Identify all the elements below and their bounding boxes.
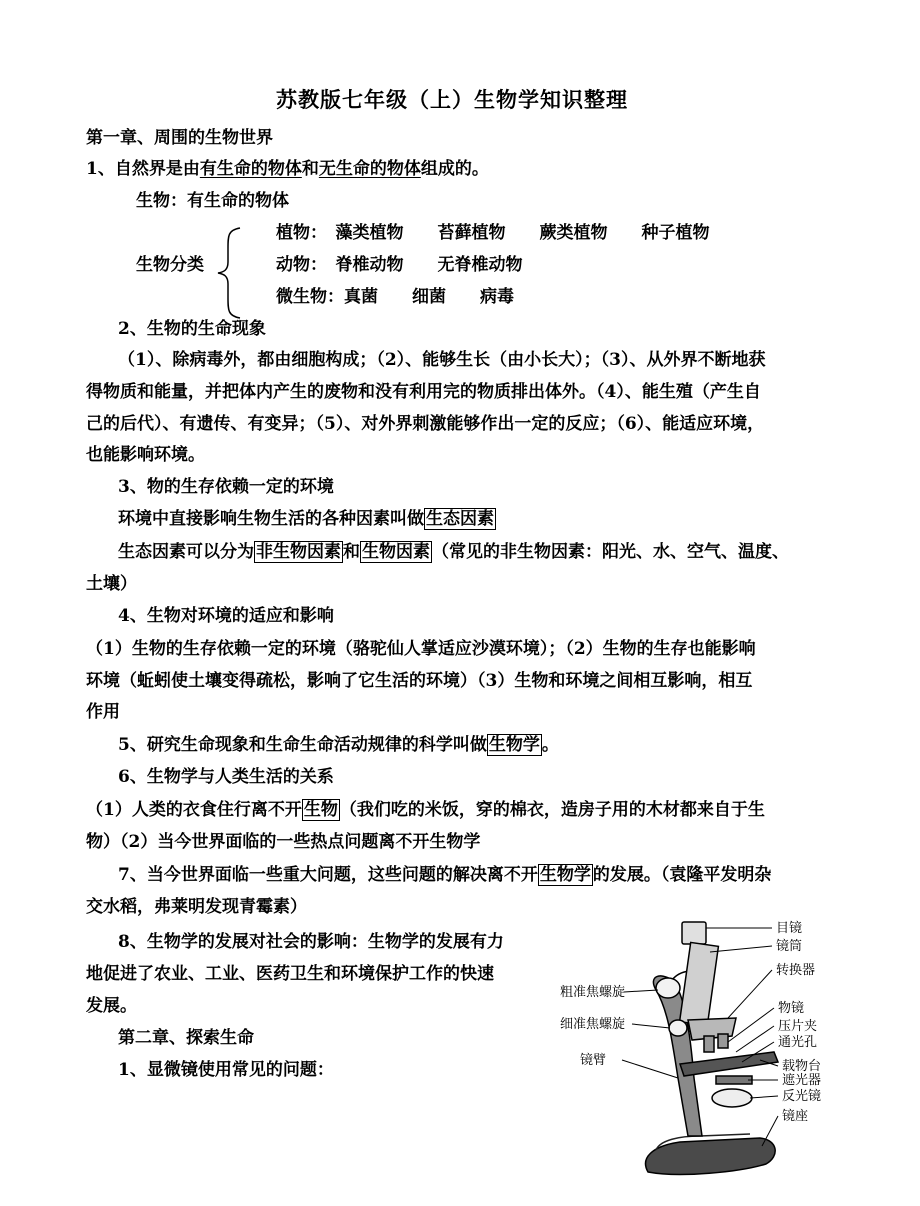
label-diaphragm: 遮光器: [782, 1073, 822, 1088]
section-3-line-1: [118, 507, 496, 531]
label-mirror: 反光镜: [782, 1089, 822, 1104]
section-2-line-2: 得物质和能量，并把体内产生的废物和没有利用完的物质排出体外。（4）、能生殖（产生自: [86, 382, 761, 402]
animals-row: 动物： 脊椎动物 无脊椎动物: [276, 255, 523, 275]
biotic-factor-term: 生物因素: [362, 542, 430, 562]
section-3-line-3: 土壤）: [86, 574, 137, 594]
section-5: [118, 733, 559, 757]
section-8-line-1: 8、生物学的发展对社会的影响：生物学的发展有力: [118, 932, 504, 952]
section-4-line-2: 环境（蚯蚓使土壤变得疏松，影响了它生活的环境）（3）生物和环境之间相互影响，相互: [86, 671, 753, 691]
section-7-text-a: 7、当今世界面临一些重大问题，这些问题的解决离不开: [118, 865, 538, 885]
label-eyepiece: 目镜: [776, 921, 803, 936]
section-3-line-2-text-c: 和: [343, 542, 360, 562]
microscope-drawing: [646, 922, 778, 1174]
classification-brace: [214, 226, 244, 320]
section-2-line-3: 己的后代）、有遗传、有变异；（5）、对外界刺激能够作出一定的反应；（6）、能适应环境，: [86, 414, 765, 434]
section-3-line-2-text-a: 生态因素可以分为: [118, 542, 254, 562]
microscope-diagram: [560, 910, 860, 1190]
section-7-line-2: 交水稻，弗莱明发现青霉素）: [86, 897, 307, 917]
biology-term-2: 生物学: [539, 865, 591, 885]
organism-term: 生物: [303, 800, 338, 820]
section-4-heading: 4、生物对环境的适应和影响: [118, 606, 334, 626]
point-1: [86, 157, 489, 181]
section-8-line-2: 地促进了农业、工业、医药卫生和环境保护工作的快速: [86, 964, 494, 984]
label-nosepiece: 转换器: [776, 963, 816, 978]
section-6-line-1-text-a: （1）人类的衣食住行离不开: [86, 800, 302, 820]
point-1-text-c: 和: [301, 159, 319, 179]
biology-term: 生物学: [488, 735, 540, 755]
section-7-line-1: [118, 863, 771, 887]
section-3-heading: 3、物的生存依赖一定的环境: [118, 477, 334, 497]
living-things-term: 有生命的物体: [199, 159, 302, 179]
section-6-heading: 6、生物学与人类生活的关系: [118, 767, 334, 787]
nonliving-things-term: 无生命的物体: [318, 159, 421, 179]
section-5-text-c: 。: [541, 735, 559, 755]
microbes-row: 微生物：真菌 细菌 病毒: [276, 287, 514, 307]
ecological-factor-term: 生态因素: [426, 509, 494, 529]
label-arm: 镜臂: [580, 1053, 607, 1068]
classification-label: 生物分类: [136, 255, 204, 275]
chapter-2-point-1: 1、显微镜使用常见的问题：: [118, 1060, 334, 1080]
section-3-line-1-text: 环境中直接影响生物生活的各种因素叫做: [118, 509, 424, 529]
abiotic-factor-term: 非生物因素: [256, 542, 341, 562]
section-2-line-1: （1）、除病毒外，都由细胞构成；（2）、能够生长（由小长大）；（3）、从外界不断地获: [118, 350, 766, 370]
organism-definition: 生物：有生命的物体: [136, 191, 289, 211]
section-4-line-1: （1）生物的生存依赖一定的环境（骆驼仙人掌适应沙漠环境）；（2）生物的生存也能影响: [86, 639, 756, 659]
label-stage: 载物台: [782, 1059, 822, 1074]
point-1-text-e: 组成的。: [420, 159, 489, 179]
plants-row: 植物： 藻类植物 苔藓植物 蕨类植物 种子植物: [276, 223, 710, 243]
section-3-line-2-text-e: （常见的非生物因素：阳光、水、空气、温度、: [432, 542, 789, 562]
section-8-line-3: 发展。: [86, 996, 137, 1016]
label-stage-clip: 压片夹: [778, 1019, 818, 1034]
chapter-2-heading: 第二章、探索生命: [118, 1028, 254, 1048]
label-fine-focus: 细准焦螺旋: [560, 1017, 626, 1032]
chapter-1-heading: 第一章、周围的生物世界: [86, 128, 273, 148]
section-2-heading: 2、生物的生命现象: [118, 319, 266, 339]
section-6-line-2: 物）（2）当今世界面临的一些热点问题离不开生物学: [86, 832, 481, 852]
label-base: 镜座: [782, 1109, 809, 1124]
section-2-line-4: 也能影响环境。: [86, 445, 205, 465]
label-light-hole: 通光孔: [778, 1035, 818, 1050]
label-tube: 镜筒: [776, 939, 803, 954]
section-6-line-1-text-c: （我们吃的米饭，穿的棉衣，造房子用的木材都来自于生: [339, 800, 765, 820]
label-objective: 物镜: [778, 1001, 805, 1016]
label-coarse-focus: 粗准焦螺旋: [560, 985, 626, 1000]
section-3-line-2: [118, 540, 789, 564]
point-1-text-a: 1、自然界是由: [86, 159, 200, 179]
section-7-text-c: 的发展。（袁隆平发明杂: [592, 865, 772, 885]
section-4-line-3: 作用: [86, 702, 120, 722]
section-5-text-a: 5、研究生命现象和生命生命活动规律的科学叫做: [118, 735, 487, 755]
page-title: 苏教版七年级（上）生物学知识整理: [276, 87, 628, 112]
section-6-line-1: [86, 798, 765, 822]
